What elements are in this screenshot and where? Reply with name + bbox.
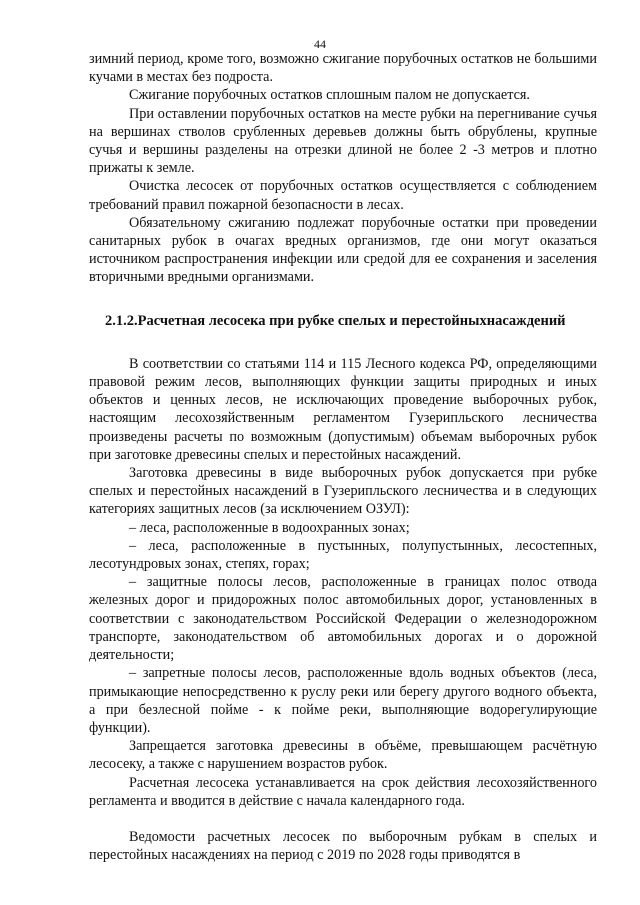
paragraph: зимний период, кроме того, возможно сжигание порубочных остатков не большими кучами в местах без подроста. [89,51,597,86]
list-item: – защитные полосы лесов, расположенные в границах полос отвода железных дорог и придорожных полос автомобильных дорог, установленных в соответствии с законодательством Российской Федерации о железнодорожном транспорте, законодательством об автомобильных дорогах и о дорожной деятельности; [89,574,597,664]
page-number: 44 [314,37,326,51]
paragraph: Заготовка древесины в виде выборочных рубок допускается при рубке спелых и перестойных насаждений в Гузерипльского лесничества и в следующих категориях защитных лесов (за исключением ОЗУЛ): [89,465,597,518]
paragraph: Обязательному сжиганию подлежат порубочные остатки при проведении санитарных рубок в очагах вредных организмов, где они могут оказаться источником распространения инфекции или средой для ее сохранения и заселения вторичными вредными организмами. [89,214,597,286]
list-item: – леса, расположенные в водоохранных зонах; [129,519,410,536]
list-item: – леса, расположенные в пустынных, полупустынных, лесостепных, лесотундровых зонах, степях, горах; [89,537,597,573]
paragraph: Сжигание порубочных остатков сплошным палом не допускается. [129,87,530,104]
paragraph-gap [89,810,597,828]
list-item: – запретные полосы лесов, расположенные вдоль водных объектов (леса, примыкающие непосредственно к руслу реки или берегу другого водного объекта, а при безлесной пойме - к пойме реки, выполняющие водорегулирующие функции). [89,665,597,736]
paragraph: Ведомости расчетных лесосек по выборочным рубкам в спелых и перестойных насаждениях на период с 2019 по 2028 годы приводятся в [89,828,597,864]
paragraph: Расчетная лесосека устанавливается на срок действия лесохозяйственного регламента и вводится в действие с начала календарного года. [89,774,597,809]
page-content [89,50,597,864]
paragraph: Очистка лесосек от порубочных остатков осуществляется с соблюдением требований правил пожарной безопасности в лесах. [89,178,597,213]
paragraph: В соответствии со статьями 114 и 115 Лесного кодекса РФ, определяющими правовой режим лесов, выполняющих функции защиты природных и иных объектов и ценных лесов, не исключающих проведение выборочных рубок, настоящим лесохозяйственным регламентом Гузерипльского лесничества произведены расчеты по возможным (допустимым) объемам выборочных рубок при заготовке древесины спелых и перестойных насаждений. [89,355,597,463]
paragraph: Запрещается заготовка древесины в объёме, превышающем расчётную лесосеку, а также с нарушением возрастов рубок. [89,738,597,773]
paragraph: При оставлении порубочных остатков на месте рубки на перегнивание сучья на вершинах стволов срубленных деревьев должны быть обрублены, крупные сучья и вершины разделены на отрезки длиной не более 2 -3 метров и плотно прижаты к земле. [89,105,597,177]
section-heading: 2.1.2.Расчетная лесосека при рубке спелых и перестойныхнасаждений [105,312,566,329]
